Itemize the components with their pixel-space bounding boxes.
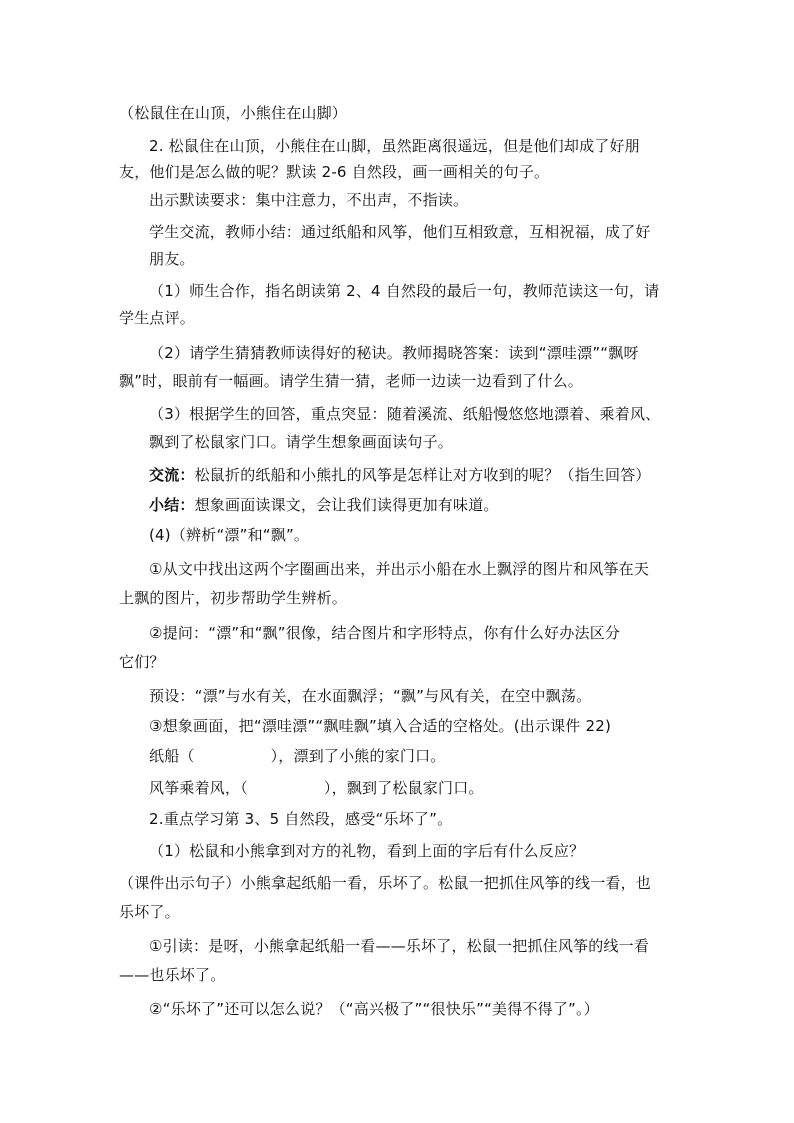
text-line: ③想象画面，把“漂哇漂”“飘哇飘”填入合适的空格处。(出示课件 22): [149, 717, 612, 735]
text-line: 友，他们是怎么做的呢？默读 2-6 自然段，画一画相关的句子。: [119, 163, 550, 181]
text-line: （1）松鼠和小熊拿到对方的礼物，看到上面的字后有什么反应？: [149, 842, 585, 860]
text-line: (4)（辨析“漂”和“飘”。: [149, 526, 310, 544]
text-line: ②“乐坏了”还可以怎么说？（“高兴极了”“很快乐”“美得不得了”。）: [149, 1000, 599, 1018]
label-xiaojie: 小结：: [149, 496, 195, 514]
text-span: 想象画面读课文，会让我们读得更加有味道。: [194, 496, 499, 514]
text-line: 它们？: [119, 653, 165, 671]
text-line: 飘”时，眼前有一幅画。请学生猜一猜，老师一边读一边看到了什么。: [119, 372, 583, 390]
text-line: 风筝乘着风，（ ），飘到了松鼠家门口。: [149, 779, 484, 797]
text-line: ②提问：“漂”和“飘”很像，结合图片和字形特点，你有什么好办法区分: [149, 624, 621, 642]
text-line: 纸船（ ），漂到了小熊的家门口。: [149, 747, 446, 765]
text-line: （3）根据学生的回答，重点突显：随着溪流、纸船慢悠悠地漂着、乘着风、: [149, 405, 661, 423]
text-line: 飘到了松鼠家门口。请学生想象画面读句子。: [149, 433, 454, 451]
text-line: 出示默读要求：集中注意力，不出声，不指读。: [149, 191, 469, 209]
text-line: 2. 松鼠住在山顶，小熊住在山脚，虽然距离很遥远，但是他们却成了好朋: [149, 137, 640, 155]
text-line: 学生点评。: [119, 309, 196, 327]
text-line: 朋友。: [149, 250, 195, 268]
text-line: [149, 465, 651, 485]
text-line: ——也乐坏了。: [119, 966, 226, 984]
text-line: ①从文中找出这两个字圈画出来，并出示小船在水上飘浮的图片和风筝在天: [149, 560, 650, 578]
text-line: [149, 495, 499, 515]
label-jiaoliu: 交流：: [149, 466, 195, 484]
text-line: 上飘的图片，初步帮助学生辨析。: [119, 589, 348, 607]
text-line: （1）师生合作，指名朗读第 2、4 自然段的最后一句，教师范读这一句，请: [149, 282, 660, 300]
text-line: 2.重点学习第 3、5 自然段，感受“乐坏了”。: [149, 810, 453, 828]
text-line: 预设：“漂”与水有关，在水面飘浮；“飘”与风有关，在空中飘荡。: [149, 687, 592, 705]
text-line: （2）请学生猜猜教师读得好的秘诀。教师揭晓答案：读到“漂哇漂”“飘呀: [149, 344, 639, 362]
text-line: ①引读：是呀，小熊拿起纸船一看——乐坏了，松鼠一把抓住风筝的线一看: [149, 937, 650, 955]
text-span: 松鼠折的纸船和小熊扎的风筝是怎样让对方收到的呢？（指生回答）: [194, 466, 651, 484]
text-line: （松鼠住在山顶，小熊住在山脚）: [119, 104, 348, 122]
text-line: 学生交流，教师小结：通过纸船和风筝，他们互相致意，互相祝福，成了好: [149, 223, 651, 241]
text-line: 乐坏了。: [119, 903, 180, 921]
text-line: （课件出示句子）小熊拿起纸船一看，乐坏了。松鼠一把抓住风筝的线一看，也: [119, 874, 652, 892]
